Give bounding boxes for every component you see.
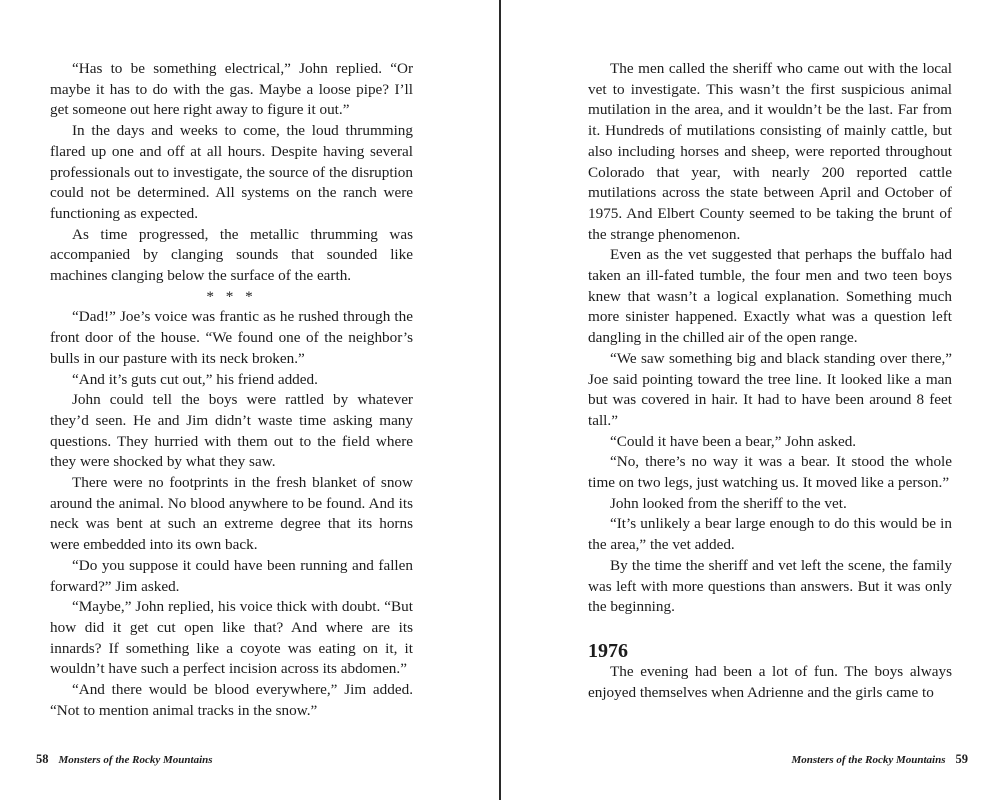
scene-break: * * * [206, 287, 257, 305]
paragraph: The men called the sheriff who came out with the local vet to investigate. This wasn’t the first suspicious animal mutilation in the area, and it wouldn’t be the last. Far from it. Hundreds of mutilations consisting of mainly cattle, but also including horses and sheep, were reported throughout Colorado that year, with nearly 200 reported cattle mutilations across the state between April and October of 1975. And Elbert County seemed to be taking the brunt of the strange phenomenon. [588, 60, 952, 243]
paragraph: “Maybe,” John replied, his voice thick with doubt. “But how did it get cut open like that? And where are its innards? If something like a coyote was eating on it, it wouldn’t have such a perfect incision across its abdomen.” [50, 598, 413, 678]
running-title: Monsters of the Rocky Mountains [791, 754, 946, 766]
page-number: 58 [36, 752, 49, 766]
paragraph: “We saw something big and black standing over there,” Joe said pointing toward the tree line. It looked like a man but was covered in hair. It had to have been around 8 feet tall.” [588, 349, 952, 429]
section-heading: 1976 [588, 639, 628, 662]
left-page-body [50, 59, 413, 722]
paragraph: Even as the vet suggested that perhaps the buffalo had taken an ill-fated tumble, the four men and two teen boys knew that wasn’t a logical explanation. Something much more sinister happened. Exactly what was a question left dangling in the chilled air of the open range. [588, 246, 952, 347]
paragraph: “It’s unlikely a bear large enough to do this would be in the area,” the vet added. [588, 515, 952, 554]
paragraph: John looked from the sheriff to the vet. [610, 494, 847, 512]
paragraph: “And there would be blood everywhere,” Jim added. “Not to mention animal tracks in the snow.” [50, 681, 413, 719]
paragraph: “Do you suppose it could have been running and fallen forward?” Jim asked. [50, 556, 413, 595]
paragraph: In the days and weeks to come, the loud thrumming flared up one and off at all hours. Despite having several professionals out to investigate, the source of the disruption could not be determined. All systems on the ranch were functioning as expected. [50, 122, 413, 222]
left-page [0, 0, 499, 800]
paragraph: “Dad!” Joe’s voice was frantic as he rushed through the front door of the house. “We found one of the neighbor’s bulls in our pasture with its neck broken.” [50, 308, 413, 367]
paragraph: As time progressed, the metallic thrumming was accompanied by clanging sounds that sounded like machines clanging below the surface of the earth. [50, 225, 413, 285]
right-page-body [588, 59, 952, 703]
paragraph: “Has to be something electrical,” John replied. “Or maybe it has to do with the gas. Maybe a loose pipe? I’ll get someone out here right away to figure it out.” [50, 60, 413, 119]
paragraph: There were no footprints in the fresh blanket of snow around the animal. No blood anywhere to be found. And its neck was bent at such an extreme degree that its horns were embedded into its own back. [50, 474, 413, 554]
paragraph: “Could it have been a bear,” John asked. [610, 432, 857, 450]
paragraph: “And it’s guts cut out,” his friend added. [72, 370, 318, 388]
right-page [501, 0, 1000, 800]
left-page-footer [36, 752, 213, 767]
paragraph: John could tell the boys were rattled by whatever they’d seen. He and Jim didn’t waste time asking many questions. They hurried with them out to the field where they were shocked by what they saw. [50, 391, 413, 471]
paragraph: By the time the sheriff and vet left the scene, the family was left with more questions than answers. But it was only the beginning. [588, 556, 952, 616]
paragraph: The evening had been a lot of fun. The boys always enjoyed themselves when Adrienne and the girls came to [588, 662, 952, 701]
right-page-footer [791, 752, 968, 767]
running-title: Monsters of the Rocky Mountains [58, 754, 213, 766]
page-number: 59 [955, 752, 968, 766]
paragraph: “No, there’s no way it was a bear. It stood the whole time on two legs, just watching us. It moved like a person.” [588, 453, 952, 492]
